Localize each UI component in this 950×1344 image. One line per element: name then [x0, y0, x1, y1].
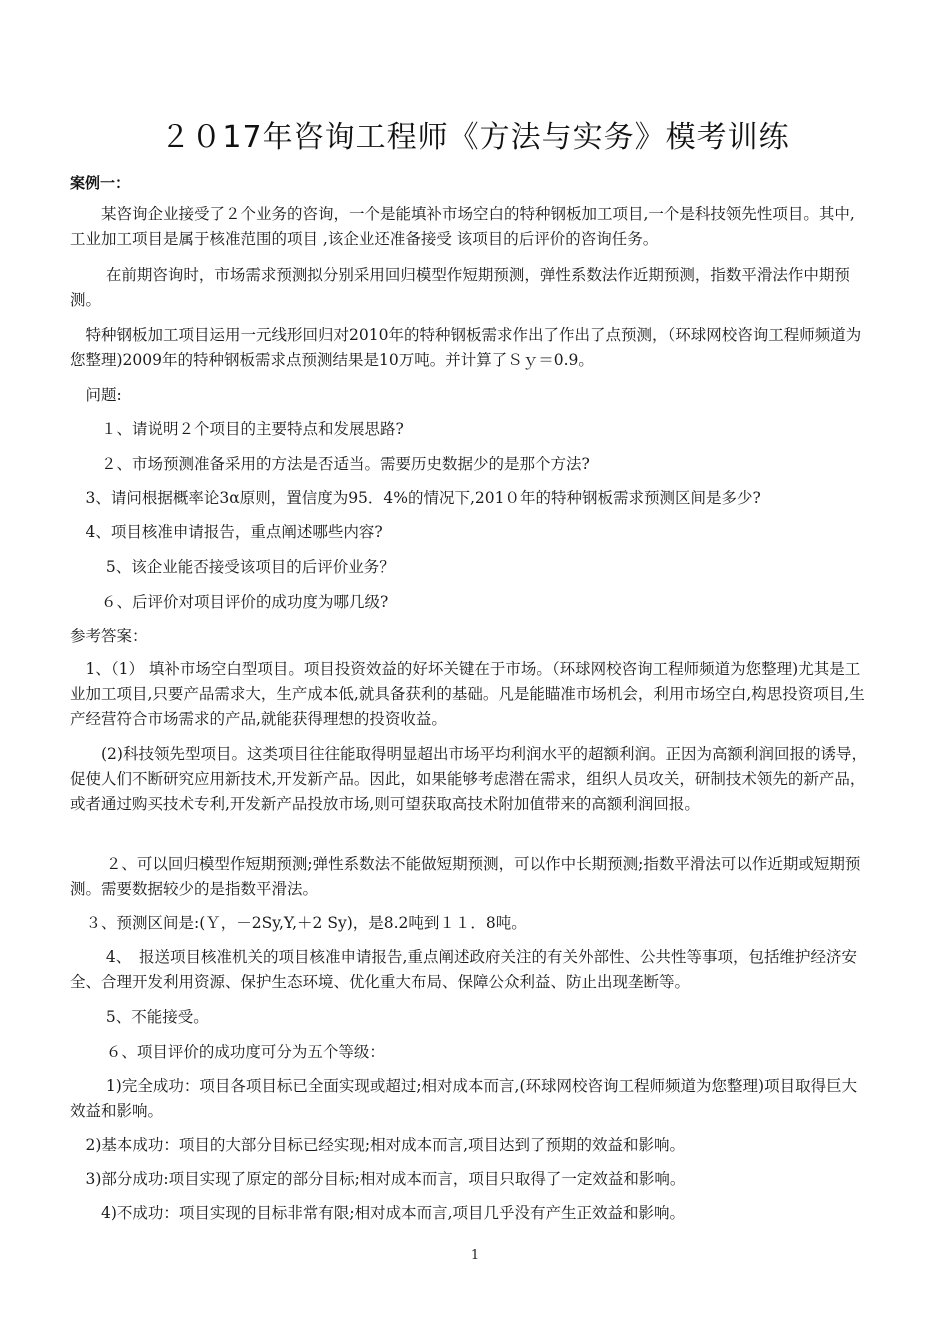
question-4: 4、项目核准申请报告，重点阐述哪些内容? [70, 523, 383, 541]
paragraph-regression: 特种钢板加工项目运用一元线形回归对2010年的特种钢板需求作出了作出了点预测，（环球网校咨询工程师频道为您整理)2009年的特种钢板需求点预测结果是10万吨。并计算了Ｓｙ＝0.9。 [70, 326, 862, 369]
answers-label: 参考答案： [70, 627, 148, 645]
paragraph-forecast-methods: 在前期咨询时，市场需求预测拟分别采用回归模型作短期预测，弹性系数法作近期预测，指数平滑法作中期预测。 [70, 266, 850, 309]
page-number: 1 [470, 1248, 480, 1263]
answer-6: ６、项目评价的成功度可分为五个等级： [70, 1043, 385, 1061]
question-1: １、请说明２个项目的主要特点和发展思路? [70, 420, 404, 438]
answer-1-part-2: (2)科技领先型项目。这类项目往往能取得明显超出市场平均利润水平的超额利润。正因为高额利润回报的诱导，促使人们不断研究应用新技术,开发新产品。因此，如果能够考虑潜在需求，组织人员攻关，研制技术领先的新产品，或者通过购买技术专利,开发新产品投放市场,则可望获取高技术附加值带来的高额利润回报。 [70, 745, 867, 813]
answer-3: ３、预测区间是:(Ｙ，－2Sy,Y,＋2 Sy)，是8.2吨到１１．8吨。 [70, 914, 527, 932]
answer-5: 5、不能接受。 [70, 1008, 209, 1026]
answer-2: ２、可以回归模型作短期预测;弹性系数法不能做短期预测，可以作中长期预测;指数平滑法可以作近期或短期预测。需要数据较少的是指数平滑法。 [70, 855, 861, 898]
success-level-2: 2)基本成功：项目的大部分目标已经实现;相对成本而言,项目达到了预期的效益和影响。 [70, 1136, 686, 1154]
document-title: ２０17年咨询工程师《方法与实务》模考训练 [160, 120, 790, 155]
paragraph-intro: 某咨询企业接受了２个业务的咨询，一个是能填补市场空白的特种钢板加工项目,一个是科技领先性项目。其中,工业加工项目是属于核准范围的项目 ,该企业还准备接受 该项目的后评价的咨询任务。 [70, 205, 855, 248]
question-5: 5、该企业能否接受该项目的后评价业务？ [70, 558, 395, 576]
questions-label: 问题: [70, 386, 122, 404]
question-2: ２、市场预测准备采用的方法是否适当。需要历史数据少的是那个方法? [70, 455, 590, 473]
answer-1-part-1: 1、（1） 填补市场空白型项目。项目投资效益的好坏关键在于市场。（环球网校咨询工程师频道为您整理)尤其是工业加工项目,只要产品需求大，生产成本低,就具备获利的基础。凡是能瞄准市场机会，利用市场空白,构思投资项目,生产经营符合市场需求的产品,就能获得理想的投资收益。 [70, 660, 865, 728]
answer-4: 4、 报送项目核准机关的项目核准申请报告,重点阐述政府关注的有关外部性、公共性等事项，包括维护经济安全、合理开发利用资源、保护生态环境、优化重大布局、保障公众利益、防止出现垄断等。 [70, 948, 857, 991]
success-level-3: 3)部分成功:项目实现了原定的部分目标;相对成本而言，项目只取得了一定效益和影响。 [70, 1170, 686, 1188]
case-label: 案例一： [70, 174, 131, 192]
question-6: ６、后评价对项目评价的成功度为哪几级? [70, 593, 389, 611]
success-level-1: 1)完全成功：项目各项目标已全面实现或超过;相对成本而言,(环球网校咨询工程师频道为您整理)项目取得巨大效益和影响。 [70, 1077, 858, 1120]
question-3: 3、请问根据概率论3α原则，置信度为95．4%的情况下,201０年的特种钢板需求预测区间是多少? [70, 489, 761, 507]
success-level-4: 4)不成功：项目实现的目标非常有限;相对成本而言,项目几乎没有产生正效益和影响。 [70, 1204, 686, 1222]
